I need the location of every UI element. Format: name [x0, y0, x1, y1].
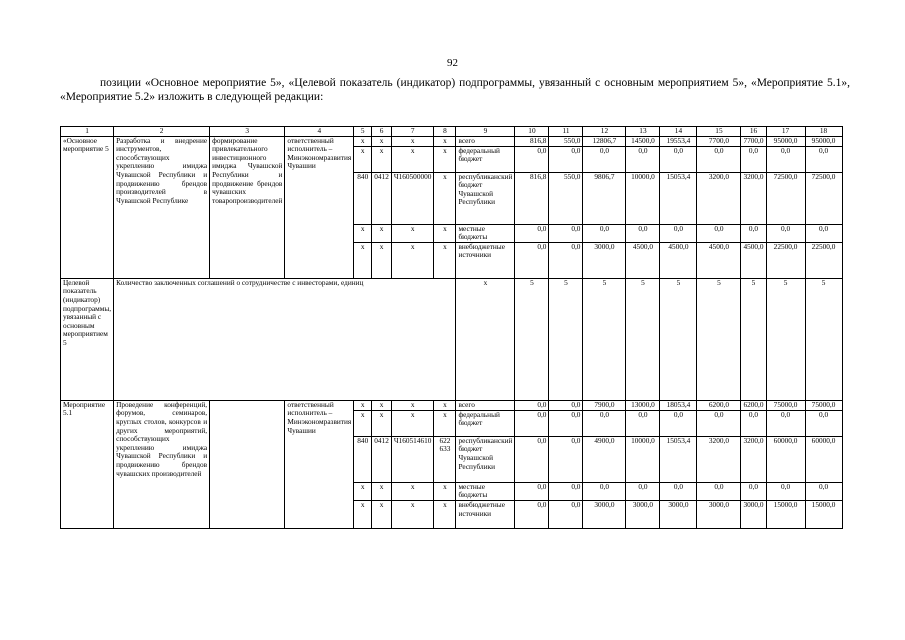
- code-cell: 0412: [372, 172, 392, 224]
- header-cell: 16: [741, 127, 766, 137]
- value-cell: 3000,0: [660, 500, 697, 528]
- value-cell: 7700,0: [697, 136, 741, 146]
- code-cell: x: [434, 224, 456, 242]
- value-cell: 4900,0: [583, 436, 626, 482]
- value-cell: 3000,0: [741, 500, 766, 528]
- value-cell: 4500,0: [741, 242, 766, 278]
- code-cell: x: [391, 136, 434, 146]
- value-cell: 0,0: [805, 410, 842, 436]
- value-cell: 12806,7: [583, 136, 626, 146]
- code-cell: x: [372, 242, 392, 278]
- code-cell: x: [372, 224, 392, 242]
- value-cell: 60000,0: [766, 436, 805, 482]
- code-cell: x: [391, 500, 434, 528]
- indicator-name: Целевой показатель (индикатор) подпрограммы, увязанный с основным мероприятием 5: [61, 278, 114, 400]
- funding-source: местные бюджеты: [456, 482, 515, 500]
- value-cell: 4500,0: [626, 242, 660, 278]
- value-cell: 3200,0: [697, 172, 741, 224]
- header-cell: 5: [354, 127, 372, 137]
- event-description: Проведение конференций, форумов, семинаров, круглых столов, конкурсов и других мероприятий, способствующих укреплению имиджа Чувашской Республики и продвижению брендов чувашских производителей: [114, 400, 210, 528]
- funding-source: всего: [456, 136, 515, 146]
- code-cell: x: [372, 410, 392, 436]
- event-goal: формирование привлекательного инвестиционного имиджа Чувашской Республики и продвижение брендов чувашских товаропроизводителей: [210, 136, 285, 278]
- value-cell: 4500,0: [660, 242, 697, 278]
- event-executor: ответственный исполнитель – Минэкономразвития Чувашии: [285, 136, 354, 278]
- header-cell: 15: [697, 127, 741, 137]
- value-cell: 3200,0: [741, 436, 766, 482]
- value-cell: 0,0: [549, 146, 583, 172]
- code-cell: x: [434, 482, 456, 500]
- event-description: Разработка и внедрение инструментов, способствующих укреплению имиджа Чувашской Республики и продвижению брендов производителей в Чувашской Республике: [114, 136, 210, 278]
- header-cell: 2: [114, 127, 210, 137]
- value-cell: 0,0: [549, 400, 583, 410]
- intro-paragraph: позиции «Основное мероприятие 5», «Целевой показатель (индикатор) подпрограммы, увязанный с основным мероприятием 5», «Мероприятие 5.1», «Мероприятие 5.2» изложить в следующей редакции:: [60, 77, 850, 103]
- code-cell: x: [354, 500, 372, 528]
- code-cell: x: [434, 242, 456, 278]
- value-cell: 15000,0: [805, 500, 842, 528]
- code-cell: x: [354, 400, 372, 410]
- value-cell: 15053,4: [660, 172, 697, 224]
- value-cell: 14500,0: [626, 136, 660, 146]
- funding-source: федеральный бюджет: [456, 410, 515, 436]
- value-cell: 0,0: [549, 410, 583, 436]
- budget-table: [60, 126, 843, 529]
- header-cell: 3: [210, 127, 285, 137]
- indicator-row: [61, 278, 843, 400]
- indicator-text: Количество заключенных соглашений о сотрудничестве с инвесторами, единиц: [114, 278, 456, 400]
- value-cell: 0,0: [626, 410, 660, 436]
- value-cell: 95000,0: [766, 136, 805, 146]
- value-cell: 72500,0: [766, 172, 805, 224]
- value-cell: 0,0: [660, 410, 697, 436]
- value-cell: 10000,0: [626, 172, 660, 224]
- value-cell: 816,8: [515, 172, 549, 224]
- value-cell: 0,0: [741, 482, 766, 500]
- value-cell: 6200,0: [741, 400, 766, 410]
- header-cell: 8: [434, 127, 456, 137]
- value-cell: 3000,0: [583, 242, 626, 278]
- value-cell: 5: [583, 278, 626, 400]
- value-cell: 5: [766, 278, 805, 400]
- code-cell: x: [391, 224, 434, 242]
- code-cell: x: [391, 400, 434, 410]
- value-cell: 10000,0: [626, 436, 660, 482]
- code-cell: Ч160514610: [391, 436, 434, 482]
- table-row: [61, 136, 843, 146]
- value-cell: 0,0: [583, 482, 626, 500]
- value-cell: 0,0: [515, 242, 549, 278]
- funding-source: всего: [456, 400, 515, 410]
- code-cell: x: [354, 224, 372, 242]
- value-cell: 5: [741, 278, 766, 400]
- funding-source: федеральный бюджет: [456, 146, 515, 172]
- value-cell: 0,0: [805, 224, 842, 242]
- value-cell: 0,0: [697, 146, 741, 172]
- header-cell: 12: [583, 127, 626, 137]
- value-cell: 0,0: [766, 146, 805, 172]
- value-cell: 0,0: [515, 482, 549, 500]
- code-cell: x: [434, 136, 456, 146]
- code-cell: x: [372, 146, 392, 172]
- value-cell: 0,0: [626, 224, 660, 242]
- value-cell: 3000,0: [697, 500, 741, 528]
- value-cell: 0,0: [515, 410, 549, 436]
- value-cell: 5: [515, 278, 549, 400]
- value-cell: 15000,0: [766, 500, 805, 528]
- code-cell: x: [354, 136, 372, 146]
- value-cell: 13000,0: [626, 400, 660, 410]
- value-cell: 22500,0: [805, 242, 842, 278]
- value-cell: 550,0: [549, 136, 583, 146]
- value-cell: 5: [697, 278, 741, 400]
- value-cell: 3200,0: [697, 436, 741, 482]
- value-cell: 0,0: [549, 482, 583, 500]
- code-cell: x: [391, 482, 434, 500]
- value-cell: 0,0: [805, 146, 842, 172]
- code-cell: x: [372, 400, 392, 410]
- value-cell: 0,0: [805, 482, 842, 500]
- table-row: [61, 400, 843, 410]
- value-cell: 0,0: [697, 410, 741, 436]
- value-cell: 6200,0: [697, 400, 741, 410]
- header-cell: 18: [805, 127, 842, 137]
- funding-source: местные бюджеты: [456, 224, 515, 242]
- header-cell: 6: [372, 127, 392, 137]
- value-cell: 0,0: [766, 410, 805, 436]
- value-cell: 0,0: [766, 482, 805, 500]
- code-cell: 840: [354, 172, 372, 224]
- value-cell: 0,0: [626, 482, 660, 500]
- value-cell: 0,0: [515, 500, 549, 528]
- value-cell: 3200,0: [741, 172, 766, 224]
- value-cell: 3000,0: [583, 500, 626, 528]
- value-cell: 19553,4: [660, 136, 697, 146]
- value-cell: 18053,4: [660, 400, 697, 410]
- value-cell: 0,0: [697, 482, 741, 500]
- header-cell: 7: [391, 127, 434, 137]
- code-cell: x: [434, 172, 456, 224]
- header-cell: 9: [456, 127, 515, 137]
- value-cell: 0,0: [515, 400, 549, 410]
- code-cell: x: [434, 410, 456, 436]
- value-cell: 7900,0: [583, 400, 626, 410]
- value-cell: 72500,0: [805, 172, 842, 224]
- value-cell: 22500,0: [766, 242, 805, 278]
- event-executor: ответственный исполнитель – Минэкономразвития Чувашии: [285, 400, 354, 528]
- code-cell: x: [391, 410, 434, 436]
- value-cell: 7700,0: [741, 136, 766, 146]
- value-cell: 9806,7: [583, 172, 626, 224]
- funding-source: внебюджетные источники: [456, 242, 515, 278]
- code-cell: x: [354, 482, 372, 500]
- header-row: [61, 127, 843, 137]
- code-cell: x: [372, 500, 392, 528]
- value-cell: 15053,4: [660, 436, 697, 482]
- value-cell: 0,0: [515, 436, 549, 482]
- funding-source: республиканский бюджет Чувашской Республики: [456, 436, 515, 482]
- value-cell: 816,8: [515, 136, 549, 146]
- value-cell: 0,0: [766, 224, 805, 242]
- code-cell: x: [434, 500, 456, 528]
- value-cell: 0,0: [660, 482, 697, 500]
- value-cell: 0,0: [741, 224, 766, 242]
- header-cell: 14: [660, 127, 697, 137]
- value-cell: 0,0: [697, 224, 741, 242]
- value-cell: 0,0: [549, 242, 583, 278]
- value-cell: 0,0: [549, 224, 583, 242]
- value-cell: 3000,0: [626, 500, 660, 528]
- header-cell: 4: [285, 127, 354, 137]
- page-number: 92: [447, 57, 458, 69]
- value-cell: 0,0: [626, 146, 660, 172]
- code-cell: x: [354, 146, 372, 172]
- code-cell: x: [456, 278, 515, 400]
- event-name: Мероприятие 5.1: [61, 400, 114, 528]
- value-cell: 0,0: [583, 410, 626, 436]
- value-cell: 0,0: [583, 224, 626, 242]
- event-goal: [210, 400, 285, 528]
- value-cell: 0,0: [515, 146, 549, 172]
- code-cell: 0412: [372, 436, 392, 482]
- value-cell: 95000,0: [805, 136, 842, 146]
- funding-source: внебюджетные источники: [456, 500, 515, 528]
- value-cell: 0,0: [660, 146, 697, 172]
- value-cell: 550,0: [549, 172, 583, 224]
- value-cell: 0,0: [741, 146, 766, 172]
- code-cell: x: [372, 136, 392, 146]
- code-cell: x: [354, 242, 372, 278]
- value-cell: 75000,0: [766, 400, 805, 410]
- value-cell: 0,0: [549, 500, 583, 528]
- value-cell: 5: [660, 278, 697, 400]
- value-cell: 0,0: [515, 224, 549, 242]
- header-cell: 1: [61, 127, 114, 137]
- value-cell: 0,0: [741, 410, 766, 436]
- code-cell: x: [354, 410, 372, 436]
- value-cell: 60000,0: [805, 436, 842, 482]
- code-cell: x: [391, 242, 434, 278]
- code-cell: 622 633: [434, 436, 456, 482]
- code-cell: x: [391, 146, 434, 172]
- value-cell: 5: [626, 278, 660, 400]
- header-cell: 11: [549, 127, 583, 137]
- code-cell: x: [372, 482, 392, 500]
- value-cell: 4500,0: [697, 242, 741, 278]
- funding-source: республиканский бюджет Чувашской Республики: [456, 172, 515, 224]
- value-cell: 0,0: [549, 436, 583, 482]
- header-cell: 13: [626, 127, 660, 137]
- code-cell: x: [434, 146, 456, 172]
- value-cell: 0,0: [583, 146, 626, 172]
- value-cell: 5: [549, 278, 583, 400]
- code-cell: x: [434, 400, 456, 410]
- header-cell: 17: [766, 127, 805, 137]
- value-cell: 5: [805, 278, 842, 400]
- event-name: «Основное мероприятие 5: [61, 136, 114, 278]
- header-cell: 10: [515, 127, 549, 137]
- value-cell: 0,0: [660, 224, 697, 242]
- code-cell: 840: [354, 436, 372, 482]
- value-cell: 75000,0: [805, 400, 842, 410]
- code-cell: Ч160500000: [391, 172, 434, 224]
